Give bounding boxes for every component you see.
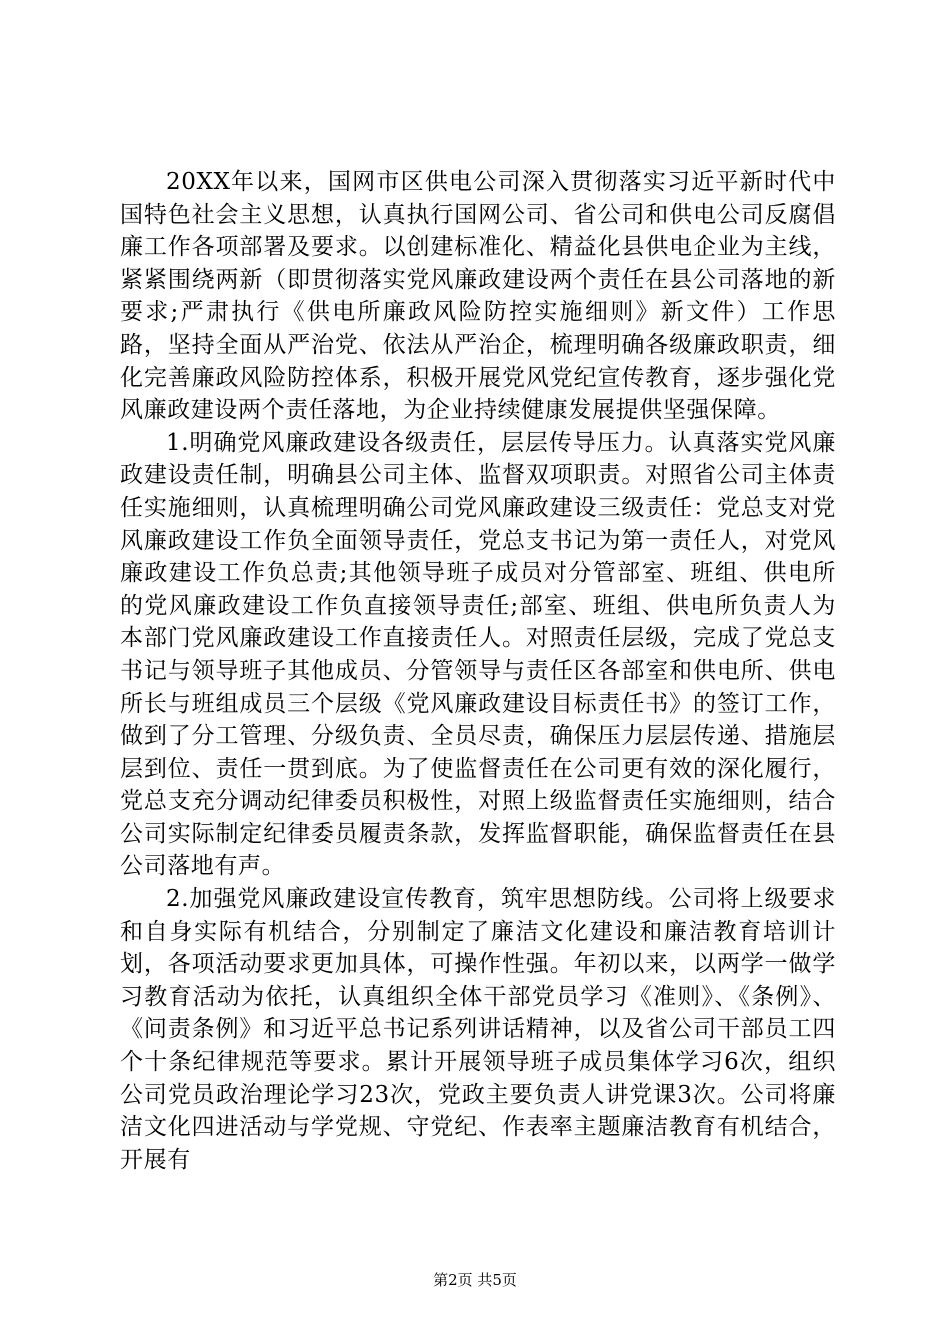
paragraph-section-1: 1.明确党风廉政建设各级责任，层层传导压力。认真落实党风廉政建设责任制，明确县公司主体、监督双项职责。对照省公司主体责任实施细则，认真梳理明确公司党风廉政建设三级责任：党总支对党风廉政建设工作负全面领导责任，党总支书记为第一责任人，对党风廉政建设工作负总责;其他领导班子成员对分管部室、班组、供电所的党风廉政建设工作负直接领导责任;部室、班组、供电所负责人为本部门党风廉政建设工作直接责任人。对照责任层级，完成了党总支书记与领导班子其他成员、分管领导与责任区各部室和供电所、供电所长与班组成员三个层级《党风廉政建设目标责任书》的签订工作，做到了分工管理、分级负责、全员尽责，确保压力层层传递、措施层层到位、责任一贯到底。为了使监督责任在公司更有效的深化履行，党总支充分调动纪律委员积极性，对照上级监督责任实施细则，结合公司实际制定纪律委员履责条款，发挥监督职能，确保监督责任在县公司落地有声。 xyxy=(120,429,836,880)
document-body xyxy=(120,166,836,1176)
paragraph-section-2: 2.加强党风廉政建设宣传教育，筑牢思想防线。公司将上级要求和自身实际有机结合，分别制定了廉洁文化建设和廉洁教育培训计划，各项活动要求更加具体，可操作性强。年初以来，以两学一做学习教育活动为依托，认真组织全体干部党员学习《准则》、《条例》、《问责条例》和习近平总书记系列讲话精神，以及省公司干部员工四个十条纪律规范等要求。累计开展领导班子成员集体学习6次，组织公司党员政治理论学习23次，党政主要负责人讲党课3次。公司将廉洁文化四进活动与学党规、守党纪、作表率主题廉洁教育有机结合，开展有 xyxy=(120,886,836,1173)
paragraph-intro: 20XX年以来，国网市区供电公司深入贯彻落实习近平新时代中国特色社会主义思想，认真执行国网公司、省公司和供电公司反腐倡廉工作各项部署及要求。以创建标准化、精益化县供电企业为主线，紧紧围绕两新（即贯彻落实党风廉政建设两个责任在县公司落地的新要求;严肃执行《供电所廉政风险防控实施细则》新文件）工作思路，坚持全面从严治党、依法从严治企，梳理明确各级廉政职责，细化完善廉政风险防控体系，积极开展党风党纪宣传教育，逐步强化党风廉政建设两个责任落地，为企业持续健康发展提供坚强保障。 xyxy=(120,169,836,424)
page-footer: 第2页 共5页 xyxy=(433,1271,517,1289)
